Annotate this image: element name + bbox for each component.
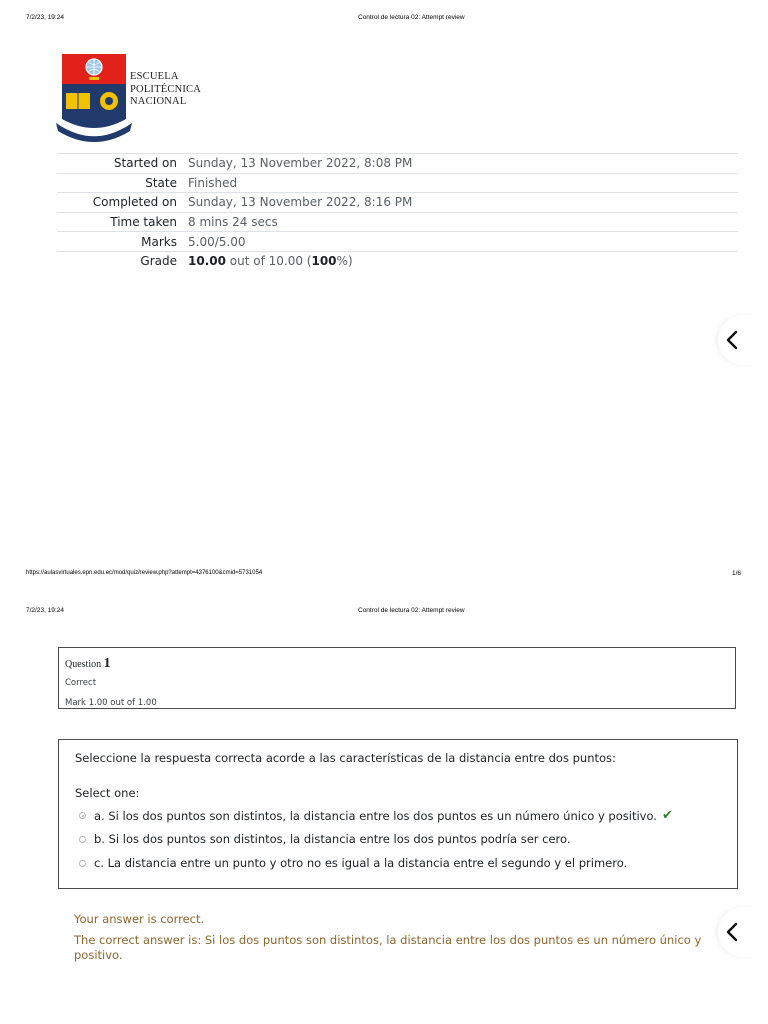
- answer-option-c[interactable]: [79, 856, 627, 870]
- logo-text: ESCUELA POLITÉCNICA NACIONAL: [130, 71, 202, 107]
- summary-label: Started on: [57, 154, 188, 174]
- grade-value: 10.00 out of 10.00 (100%): [188, 251, 738, 270]
- page-number: 1/6: [732, 570, 742, 577]
- summary-row: [57, 173, 738, 193]
- summary-value: Finished: [188, 173, 738, 193]
- logo-emblem: [54, 53, 134, 149]
- summary-row: [57, 154, 738, 174]
- summary-row: [57, 193, 738, 213]
- summary-label: Grade: [57, 251, 188, 270]
- question-number: Question 1: [65, 656, 111, 671]
- answer-option-a[interactable]: [79, 808, 673, 823]
- answer-label: a. Si los dos puntos son distintos, la distancia entre los dos puntos es un número único y positivo.: [94, 808, 657, 823]
- summary-row: [57, 212, 738, 232]
- answer-label: c. La distancia entre un punto y otro no es igual a la distancia entre el segundo y el primero.: [94, 856, 628, 870]
- print-title: Control de lectura 02: Attempt review: [358, 14, 465, 21]
- correct-answer: The correct answer is: Si los dos puntos son distintos, la distancia entre los dos puntos es un número único y positivo.: [74, 933, 702, 962]
- question-info: [58, 647, 736, 709]
- summary-label: Time taken: [57, 212, 188, 232]
- check-icon: ✔: [661, 808, 673, 823]
- summary-label: State: [57, 173, 188, 193]
- attempt-summary-table: [57, 153, 738, 271]
- summary-value: 8 mins 24 secs: [188, 212, 738, 232]
- school-logo: [54, 53, 214, 149]
- radio-unselected[interactable]: [79, 836, 86, 843]
- summary-label: Completed on: [57, 193, 188, 213]
- question-state: Correct: [65, 678, 97, 688]
- drawer-toggle-button[interactable]: [718, 907, 754, 957]
- print-title: Control de lectura 02: Attempt review: [358, 607, 465, 614]
- summary-value: Sunday, 13 November 2022, 8:16 PM: [188, 193, 738, 213]
- summary-value: 5.00/5.00: [188, 232, 738, 252]
- feedback-correct: Your answer is correct.: [74, 912, 205, 926]
- summary-value: Sunday, 13 November 2022, 8:08 PM: [188, 154, 738, 174]
- question-text: Seleccione la respuesta correcta acorde a las características de la distancia entre dos puntos:: [75, 751, 616, 765]
- radio-unselected[interactable]: [79, 860, 86, 867]
- question-mark: Mark 1.00 out of 1.00: [65, 698, 157, 708]
- drawer-toggle-button[interactable]: [718, 315, 754, 365]
- question-content: [58, 739, 738, 889]
- question-feedback: [74, 912, 714, 963]
- chevron-left-icon: [723, 922, 741, 942]
- summary-row: [57, 251, 738, 270]
- print-url: https://aulasvirtuales.epn.edu.ec/mod/quiz/review.php?attempt=4376100&cmid=5731054: [26, 570, 263, 576]
- summary-row: [57, 232, 738, 252]
- print-date: 7/2/23, 19:24: [26, 14, 64, 21]
- radio-selected[interactable]: [79, 812, 86, 819]
- summary-label: Marks: [57, 232, 188, 252]
- chevron-left-icon: [723, 330, 741, 350]
- answer-option-b[interactable]: [79, 832, 571, 846]
- answer-label: b. Si los dos puntos son distintos, la distancia entre los dos puntos podría ser cero.: [94, 832, 571, 846]
- print-date: 7/2/23, 19:24: [26, 607, 64, 614]
- select-prompt: Select one:: [75, 786, 140, 800]
